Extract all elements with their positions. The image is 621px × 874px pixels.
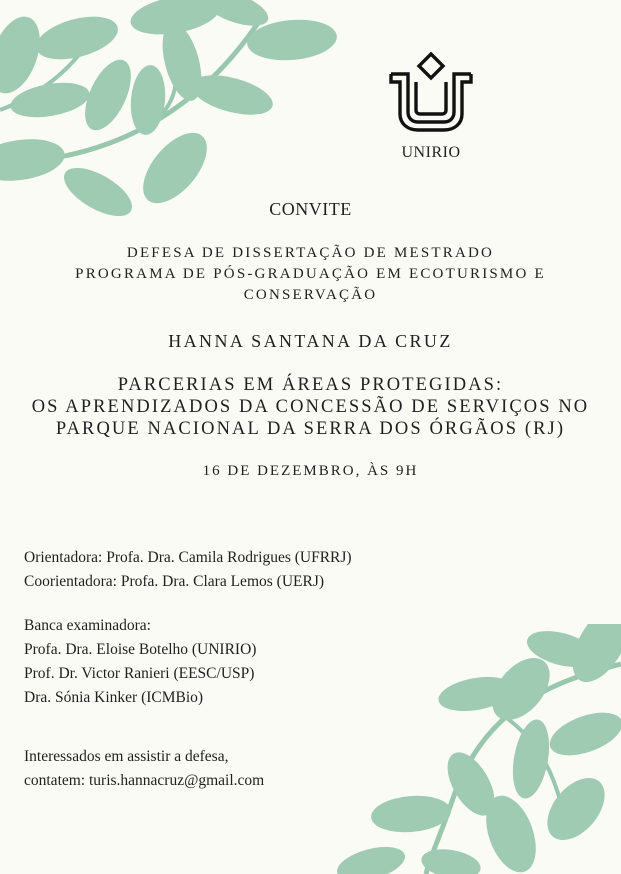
thesis-title-line-1: PARCERIAS EM ÁREAS PROTEGIDAS:: [117, 375, 504, 395]
thesis-title-line-2: OS APRENDIZADOS DA CONCESSÃO DE SERVIÇOS NO: [31, 397, 590, 417]
program-line-1: DEFESA DE DISSERTAÇÃO DE MESTRADO: [126, 245, 495, 261]
unirio-logo-icon: [388, 52, 474, 132]
program-block: [0, 243, 621, 306]
committee-label: Banca examinadora:: [24, 617, 151, 634]
thesis-title-line-3: PARQUE NACIONAL DA SERRA DOS ÓRGÃOS (RJ): [55, 419, 566, 439]
co-advisor: Coorientadora: Profa. Dra. Clara Lemos (UERJ): [24, 573, 325, 590]
contact-block: [24, 745, 264, 793]
logo-wordmark: UNIRIO: [401, 144, 461, 161]
contact-line-1: Interessados em assistir a defesa,: [24, 748, 229, 765]
contact-email: contatem: turis.hannacruz@gmail.com: [24, 772, 265, 789]
defense-date: 16 DE DEZEMBRO, ÀS 9H: [202, 463, 419, 479]
committee-member: Dra. Sónia Kinker (ICMBio): [24, 689, 204, 706]
committee-block: [24, 614, 256, 710]
advisor: Orientadora: Profa. Dra. Camila Rodrigues (UFRRJ): [24, 549, 352, 566]
invitation-heading: CONVITE: [269, 199, 352, 219]
program-line-3: CONSERVAÇÃO: [243, 287, 378, 303]
thesis-title: [0, 374, 621, 440]
committee-member: Prof. Dr. Victor Ranieri (EESC/USP): [24, 665, 255, 682]
program-line-2: PROGRAMA DE PÓS-GRADUAÇÃO EM ECOTURISMO E: [75, 266, 546, 282]
leaf-branch-top-left: [0, 0, 340, 230]
advisors-block: [24, 546, 352, 594]
committee-member: Profa. Dra. Eloise Botelho (UNIRIO): [24, 641, 257, 658]
leaf-branch-bottom-right: [331, 624, 621, 874]
author-name: HANNA SANTANA DA CRUZ: [168, 331, 453, 351]
